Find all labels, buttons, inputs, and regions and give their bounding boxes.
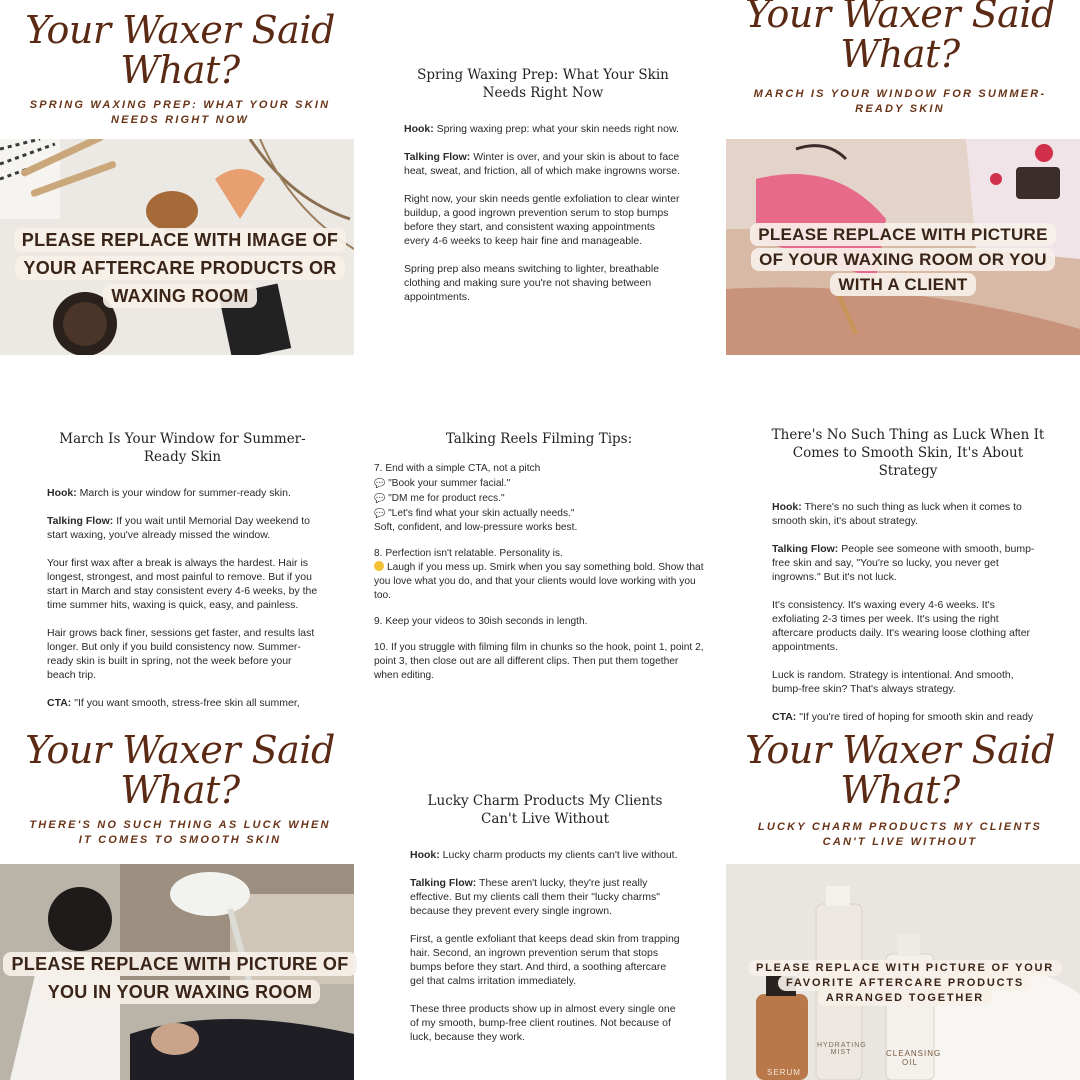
script-card-spring [360,0,720,360]
placeholder-overlay: PLEASE REPLACE WITH PICTURE OF YOU IN YOUR WAXING ROOM [0,950,360,1006]
script-card-march [0,360,360,724]
script-title: Lucky Charm Products My Clients Can't Live Without [427,793,663,827]
paragraph: It's consistency. It's waxing every 4-6 weeks. It's exfoliating 2-3 times per week. It's using the right aftercare products daily. It's wearing loose clothing after appointments. [772,599,1031,653]
tip-8: 8. Perfection isn't relatable. Personality is. Laugh if you mess up. Smirk when you say something bold. Show that you love what you do, and that your clients would love working with you too. [374,548,704,601]
speech-bubble-icon: 💬 [374,478,386,488]
paragraph: These three products show up in almost every single one of my smooth, bump-free client routines. Not because of luck, because they work. [410,1003,676,1043]
talking-flow-text: Talking Flow: Winter is over, and your skin is about to face heat, sweat, and friction, all of which make ingrowns worse. [404,151,681,177]
tip-9: 9. Keep your videos to 30ish seconds in length. [374,616,588,627]
cover-title: Your Waxer Said What? [745,728,1055,812]
cta-text: CTA: "If you want smooth, stress-free skin all summer, [47,697,300,709]
cover-card-march [720,0,1080,360]
paragraph: Hair grows back finer, sessions get faster, and results last longer. But only if you build consistency now. Summer-ready skin is built in spring, not the week before your beach trip. [47,627,315,681]
bottle-label: HYDRATING MIST [817,1042,867,1056]
speech-bubble-icon: 💬 [374,493,386,503]
script-title: Spring Waxing Prep: What Your Skin Needs Right Now [417,67,669,101]
paragraph: Spring prep also means switching to lighter, breathable clothing and making sure you're not shaving between appointments. [404,263,660,303]
bottle-label: CLEANSING OIL [886,1049,942,1067]
tip-7: 7. End with a simple CTA, not a pitch 💬 "Book your summer facial." 💬 "DM me for product recs." 💬 "Let's find what your skin actually needs." Soft, confident, and low-pressure works best. [374,463,578,533]
filming-tips-card [360,360,720,724]
script-doc [47,430,318,724]
script-card-lucky-charm [360,724,720,1080]
hook-text: Hook: March is your window for summer-ready skin. [47,487,291,499]
script-doc [410,792,680,1058]
paragraph: Your first wax after a break is always the hardest. Hair is longest, strongest, and most painful to remove. But if you start in March and stay consistent every 4-6 weeks, by the time summer hits, waxing is quick, easy, and painless. [47,557,318,611]
placeholder-overlay: PLEASE REPLACE WITH IMAGE OF YOUR AFTERCARE PRODUCTS OR WAXING ROOM [8,226,352,310]
cover-subtitle: THERE'S NO SUCH THING AS LUCK WHEN IT COMES TO SMOOTH SKIN [29,819,331,846]
cover-card-lucky-charm [720,724,1080,1080]
laughing-emoji-icon [374,561,384,571]
cover-title: Your Waxer Said What? [25,8,335,92]
paragraph: Right now, your skin needs gentle exfoliation to clear winter buildup, a good ingrown prevention serum to stop bumps before they start, and consistent waxing appointments every 4-6 weeks to keep hair fine and manageable. [404,193,680,247]
tip-10: 10. If you struggle with filming film in chunks so the hook, point 1, point 2, point 3, then close out are all different clips. Then put them together when editing. [374,642,704,681]
talking-flow-text: Talking Flow: If you wait until Memorial Day weekend to start waxing, you've already missed the window. [47,515,310,541]
tips-title: Talking Reels Filming Tips: [445,431,633,447]
talking-flow-text: Talking Flow: These aren't lucky, they're just really effective. But my clients call them their "lucky charms" because they prevent every single ingrown. [410,877,661,917]
speech-bubble-icon: 💬 [374,508,386,518]
cover-card-luck [0,724,360,1080]
tips-doc [374,430,704,695]
script-doc [404,66,682,318]
cover-subtitle: MARCH IS YOUR WINDOW FOR SUMMER-READY SKIN [753,88,1047,115]
cta-text: CTA: "If you're tired of hoping for smooth skin and ready [772,711,1034,723]
placeholder-overlay: PLEASE REPLACE WITH PICTURE OF YOUR WAXING ROOM OR YOU WITH A CLIENT [740,222,1066,297]
talking-flow-text: Talking Flow: People see someone with smooth, bump-free skin and say, "You're so lucky, you never get ingrowns." But it's not luck. [772,543,1035,583]
script-title: March Is Your Window for Summer-Ready Skin [59,431,306,465]
script-title: There's No Such Thing as Luck When It Comes to Smooth Skin, It's About Strategy [771,427,1045,479]
cover-title: Your Waxer Said What? [25,728,335,812]
cover-title: Your Waxer Said What? [745,0,1055,76]
hook-text: Hook: Spring waxing prep: what your skin needs right now. [404,123,679,135]
paragraph: Luck is random. Strategy is intentional. And smooth, bump-free skin? That's always strategy. [772,669,1014,695]
placeholder-overlay: PLEASE REPLACE WITH PICTURE OF YOUR FAVORITE AFTERCARE PRODUCTS ARRANGED TOGETHER [744,961,1066,1006]
bottle-label: SERUM [767,1068,801,1077]
paragraph: First, a gentle exfoliant that keeps dead skin from trapping hair. Second, an ingrown prevention serum that stops bumps before they start. And third, a soothing aftercare gel that calms irritation immediately. [410,933,680,987]
hook-text: Hook: Lucky charm products my clients can't live without. [410,849,678,861]
cover-subtitle: SPRING WAXING PREP: WHAT YOUR SKIN NEEDS RIGHT NOW [29,99,331,126]
cover-subtitle: LUCKY CHARM PRODUCTS MY CLIENTS CAN'T LIVE WITHOUT [757,821,1043,848]
hook-text: Hook: There's no such thing as luck when it comes to smooth skin, it's about strategy. [772,501,1022,527]
script-card-luck [720,360,1080,724]
cover-card-spring [0,0,360,360]
script-doc [771,426,1045,724]
